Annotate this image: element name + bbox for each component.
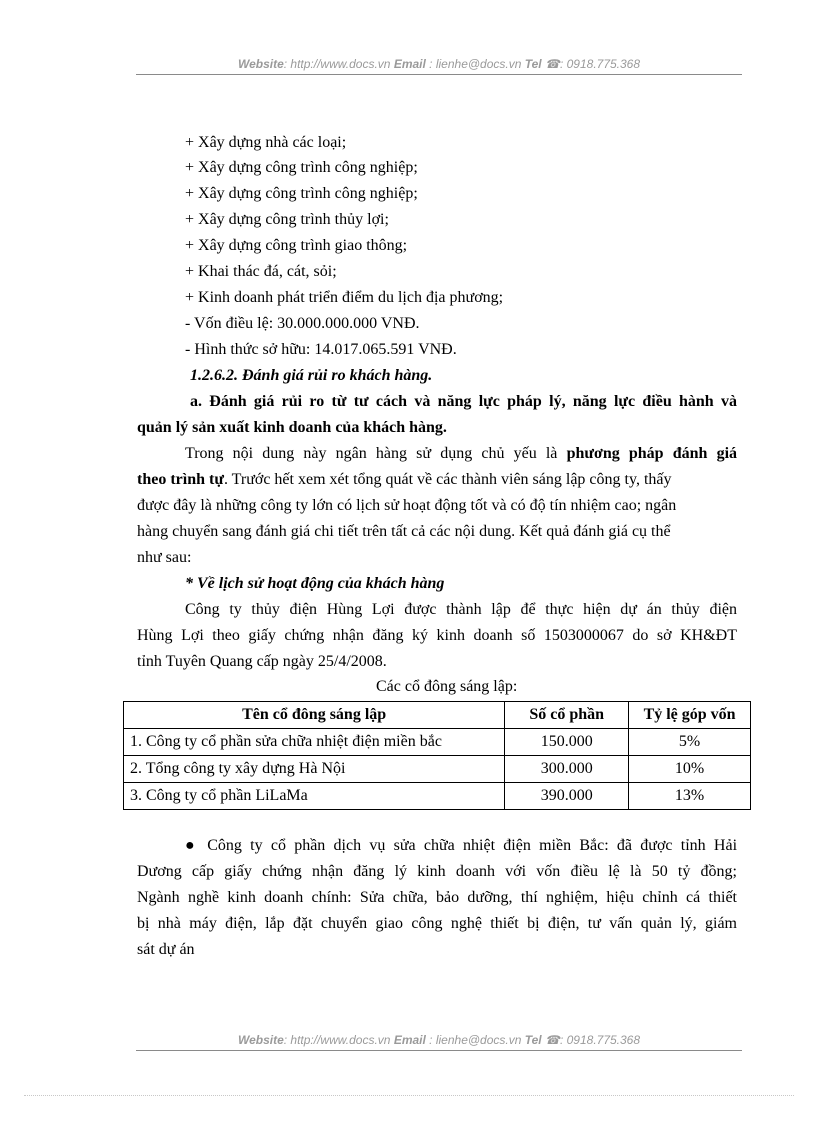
- email-label: Email: [393, 1033, 426, 1047]
- list-item: - Hình thức sở hữu: 14.017.065.591 VNĐ.: [185, 341, 457, 358]
- paragraph-line: như sau:: [137, 549, 192, 566]
- website-value[interactable]: : http://www.docs.vn: [283, 57, 391, 71]
- list-item: + Xây dựng công trình giao thông;: [185, 237, 408, 254]
- list-item: + Xây dựng nhà các loại;: [185, 134, 347, 151]
- column-header: Số cổ phần: [505, 702, 629, 729]
- subheading-line: quản lý sản xuất kinh doanh của khách hàng.: [137, 419, 447, 436]
- website-label: Website: [237, 57, 284, 71]
- phone-icon: ☎: [545, 1033, 560, 1047]
- list-item: + Khai thác đá, cát, sỏi;: [185, 263, 337, 280]
- table-header-row: [124, 702, 751, 729]
- section-heading: 1.2.6.2. Đánh giá rủi ro khách hàng.: [190, 367, 433, 384]
- tel-label: Tel: [524, 1033, 542, 1047]
- shareholders-table: [123, 701, 751, 810]
- table-cell: 3. Công ty cổ phần LiLaMa: [124, 783, 505, 810]
- paragraph-line: Dương cấp giấy chứng nhận đăng lý kinh doanh với vốn điều lệ là 50 tỷ đồng;: [137, 863, 737, 880]
- page-footer: [136, 1033, 742, 1047]
- page-break-line: [24, 1095, 794, 1096]
- table-row: [124, 729, 751, 756]
- table-cell: 1. Công ty cổ phần sửa chữa nhiệt điện miền bắc: [124, 729, 505, 756]
- table-cell: 5%: [629, 729, 751, 756]
- paragraph-line: [137, 470, 671, 490]
- table-cell: 150.000: [505, 729, 629, 756]
- email-label: Email: [393, 57, 426, 71]
- table-row: [124, 783, 751, 810]
- paragraph-text: Công ty cổ phần dịch vụ sửa chữa nhiệt điện miền Bắc: đã được tỉnh Hải: [207, 837, 738, 854]
- website-label: Website: [237, 1033, 284, 1047]
- phone-icon: ☎: [545, 57, 560, 71]
- paragraph-line: Hùng Lợi theo giấy chứng nhận đăng ký kinh doanh số 1503000067 do sở KH&ĐT: [137, 627, 737, 644]
- table-cell: 300.000: [505, 756, 629, 783]
- table-row: [124, 756, 751, 783]
- footer-rule: [136, 1050, 742, 1051]
- bullet-icon: ●: [185, 837, 199, 854]
- list-item: + Xây dựng công trình thủy lợi;: [185, 211, 389, 228]
- list-item: + Xây dựng công trình công nghiệp;: [185, 159, 418, 176]
- bullet-line: [185, 836, 737, 856]
- website-value[interactable]: : http://www.docs.vn: [283, 1033, 391, 1047]
- paragraph-text: Trong nội dung này ngân hàng sử dụng chủ yếu là: [185, 445, 558, 462]
- table-cell: 13%: [629, 783, 751, 810]
- paragraph-text: . Trước hết xem xét tổng quát về các thành viên sáng lập công ty, thấy: [223, 471, 672, 488]
- paragraph-line: tỉnh Tuyên Quang cấp ngày 25/4/2008.: [137, 653, 387, 670]
- paragraph-line: Công ty thủy điện Hùng Lợi được thành lập để thực hiện dự án thủy điện: [185, 601, 737, 618]
- paragraph-line: [185, 444, 737, 464]
- paragraph-line: bị nhà máy điện, lắp đặt chuyển giao công nghệ thiết bị điện, tư vấn quản lý, giám: [137, 915, 737, 932]
- table-cell: 2. Tổng công ty xây dựng Hà Nội: [124, 756, 505, 783]
- page-header: [136, 57, 742, 71]
- column-header: Tên cổ đông sáng lập: [124, 702, 505, 729]
- paragraph-line: sát dự án: [137, 941, 195, 958]
- list-item: + Xây dựng công trình công nghiệp;: [185, 185, 418, 202]
- paragraph-bold: phương pháp đánh giá: [566, 445, 738, 462]
- paragraph-line: Ngành nghề kinh doanh chính: Sửa chữa, bảo dưỡng, thí nghiệm, hiệu chỉnh cá thiết: [137, 889, 737, 906]
- paragraph-line: hàng chuyển sang đánh giá chi tiết trên tất cả các nội dung. Kết quả đánh giá cụ thể: [137, 523, 671, 540]
- paragraph-line: được đây là những công ty lớn có lịch sử hoạt động tốt và có độ tín nhiệm cao; ngân: [137, 497, 677, 514]
- history-heading: * Về lịch sử hoạt động của khách hàng: [185, 575, 445, 592]
- header-rule: [136, 74, 742, 75]
- email-value[interactable]: : lienhe@docs.vn: [429, 57, 522, 71]
- subheading-line: a. Đánh giá rủi ro từ tư cách và năng lực pháp lý, năng lực điều hành và: [190, 393, 737, 410]
- tel-value: : 0918.775.368: [559, 1033, 641, 1047]
- table-cell: 10%: [629, 756, 751, 783]
- table-caption: Các cổ đông sáng lập:: [376, 678, 518, 695]
- tel-value: : 0918.775.368: [559, 57, 641, 71]
- column-header: Tỷ lệ góp vốn: [629, 702, 751, 729]
- tel-label: Tel: [524, 57, 542, 71]
- paragraph-bold: theo trình tự: [137, 471, 224, 488]
- table-cell: 390.000: [505, 783, 629, 810]
- list-item: - Vốn điều lệ: 30.000.000.000 VNĐ.: [185, 315, 420, 332]
- list-item: + Kinh doanh phát triển điểm du lịch địa phương;: [185, 289, 504, 306]
- email-value[interactable]: : lienhe@docs.vn: [429, 1033, 522, 1047]
